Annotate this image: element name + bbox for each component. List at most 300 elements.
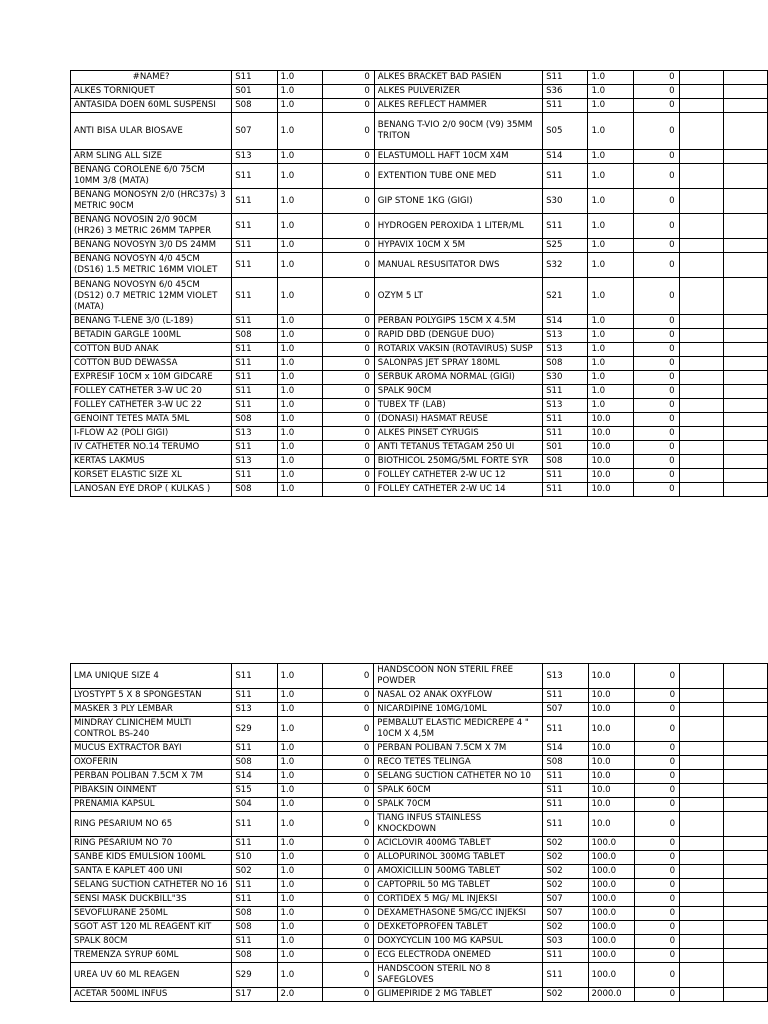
quantity-cell-2: 2000.0 [588, 988, 634, 1002]
item-name-cell-2: DEXKETOPROFEN TABLET [374, 921, 543, 935]
value-cell-2: 0 [633, 385, 679, 399]
value-cell: 0 [322, 988, 374, 1002]
item-name-cell-2: OZYM 5 LT [374, 278, 542, 315]
quantity-cell: 1.0 [277, 703, 322, 717]
blank-cell [723, 455, 767, 469]
value-cell: 0 [322, 329, 374, 343]
value-cell-2: 0 [633, 150, 679, 164]
blank-cell [679, 469, 723, 483]
code-cell-2: S13 [543, 664, 588, 689]
blank-cell [680, 851, 724, 865]
table-row [71, 278, 768, 315]
quantity-cell: 1.0 [277, 113, 322, 150]
blank-cell [679, 371, 723, 385]
code-cell-2: S11 [543, 214, 588, 239]
inventory-table-bottom [70, 663, 768, 1002]
value-cell-2: 0 [634, 784, 679, 798]
blank-cell [724, 689, 768, 703]
blank-cell [680, 689, 724, 703]
code-cell: S11 [232, 315, 277, 329]
quantity-cell: 1.0 [277, 413, 322, 427]
table-row [71, 784, 768, 798]
blank-cell [679, 329, 723, 343]
code-cell: S11 [232, 71, 277, 85]
table-row [71, 150, 768, 164]
blank-cell [680, 664, 724, 689]
quantity-cell-2: 10.0 [588, 798, 634, 812]
blank-cell [679, 357, 723, 371]
value-cell: 0 [322, 189, 374, 214]
quantity-cell: 1.0 [277, 851, 322, 865]
quantity-cell: 1.0 [277, 865, 322, 879]
value-cell: 0 [322, 399, 374, 413]
item-name-cell-2: PERBAN POLYGIPS 15CM X 4.5M [374, 315, 542, 329]
item-name-cell: GENOINT TETES MATA 5ML [71, 413, 232, 427]
item-name-cell: ACETAR 500ML INFUS [71, 988, 232, 1002]
item-name-cell: MINDRAY CLINICHEM MULTI CONTROL BS-240 [71, 717, 232, 742]
blank-cell [723, 278, 767, 315]
blank-cell [724, 756, 768, 770]
table-row [71, 455, 768, 469]
item-name-cell: PERBAN POLIBAN 7.5CM X 7M [71, 770, 232, 784]
blank-cell [724, 865, 768, 879]
value-cell-2: 0 [634, 798, 679, 812]
blank-cell [679, 278, 723, 315]
code-cell: S13 [232, 427, 277, 441]
blank-cell [680, 770, 724, 784]
item-name-cell: ANTASIDA DOEN 60ML SUSPENSI [71, 99, 232, 113]
value-cell-2: 0 [634, 893, 679, 907]
quantity-cell-2: 1.0 [588, 239, 634, 253]
blank-cell [723, 329, 767, 343]
quantity-cell-2: 1.0 [588, 150, 634, 164]
code-cell-2: S07 [543, 703, 588, 717]
item-name-cell-2: SALONPAS JET SPRAY 180ML [374, 357, 542, 371]
code-cell-2: S11 [543, 963, 588, 988]
quantity-cell-2: 10.0 [588, 469, 634, 483]
code-cell-2: S11 [543, 798, 588, 812]
code-cell-2: S07 [543, 893, 588, 907]
value-cell-2: 0 [634, 865, 679, 879]
value-cell: 0 [322, 963, 374, 988]
value-cell: 0 [322, 921, 374, 935]
item-name-cell: ALKES TORNIQUET [71, 85, 232, 99]
code-cell: S11 [232, 239, 277, 253]
blank-cell [723, 99, 767, 113]
blank-cell [679, 150, 723, 164]
item-name-cell: KORSET ELASTIC SIZE XL [71, 469, 232, 483]
quantity-cell: 1.0 [277, 921, 322, 935]
item-name-cell: BENANG NOVOSIN 2/0 90CM (HR26) 3 METRIC 26MM TAPPER [71, 214, 232, 239]
code-cell-2: S32 [543, 253, 588, 278]
code-cell: S11 [232, 357, 277, 371]
code-cell-2: S05 [543, 113, 588, 150]
blank-cell [680, 935, 724, 949]
quantity-cell: 2.0 [277, 988, 322, 1002]
blank-cell [724, 935, 768, 949]
value-cell-2: 0 [633, 357, 679, 371]
item-name-cell-2: HANDSCOON NON STERIL FREE POWDER [374, 664, 543, 689]
quantity-cell-2: 1.0 [588, 113, 634, 150]
blank-cell [723, 189, 767, 214]
table-row [71, 756, 768, 770]
blank-cell [680, 784, 724, 798]
blank-cell [723, 483, 767, 497]
blank-cell [679, 385, 723, 399]
item-name-cell: BENANG NOVOSYN 3/0 DS 24MM [71, 239, 232, 253]
item-name-cell-2: DOXYCYCLIN 100 MG KAPSUL [374, 935, 543, 949]
blank-cell [723, 441, 767, 455]
item-name-cell-2: ROTARIX VAKSIN (ROTAVIRUS) SUSP [374, 343, 542, 357]
item-name-cell: SEVOFLURANE 250ML [71, 907, 232, 921]
table-row [71, 921, 768, 935]
item-name-cell-2: ANTI TETANUS TETAGAM 250 UI [374, 441, 542, 455]
quantity-cell-2: 1.0 [588, 71, 634, 85]
item-name-cell: LMA UNIQUE SIZE 4 [71, 664, 232, 689]
quantity-cell-2: 100.0 [588, 949, 634, 963]
code-cell-2: S08 [543, 357, 588, 371]
value-cell: 0 [322, 164, 374, 189]
table-row [71, 812, 768, 837]
quantity-cell: 1.0 [277, 963, 322, 988]
value-cell-2: 0 [633, 214, 679, 239]
value-cell: 0 [322, 113, 374, 150]
quantity-cell-2: 1.0 [588, 371, 634, 385]
code-cell: S14 [232, 770, 277, 784]
item-name-cell-2: GIP STONE 1KG (GIGI) [374, 189, 542, 214]
code-cell: S08 [232, 99, 277, 113]
item-name-cell-2: ALKES BRACKET BAD PASIEN [374, 71, 542, 85]
quantity-cell: 1.0 [277, 664, 322, 689]
code-cell-2: S08 [543, 455, 588, 469]
blank-cell [724, 770, 768, 784]
value-cell-2: 0 [633, 85, 679, 99]
item-name-cell: OXOFERIN [71, 756, 232, 770]
value-cell-2: 0 [633, 278, 679, 315]
code-cell: S11 [232, 812, 277, 837]
value-cell: 0 [322, 315, 374, 329]
value-cell: 0 [322, 742, 374, 756]
quantity-cell: 1.0 [277, 689, 322, 703]
item-name-cell-2: ALKES REFLECT HAMMER [374, 99, 542, 113]
code-cell-2: S01 [543, 441, 588, 455]
item-name-cell: I-FLOW A2 (POLI GIGI) [71, 427, 232, 441]
value-cell: 0 [322, 756, 374, 770]
code-cell-2: S11 [543, 717, 588, 742]
blank-cell [680, 703, 724, 717]
code-cell: S08 [232, 907, 277, 921]
table-row [71, 949, 768, 963]
code-cell: S08 [232, 921, 277, 935]
blank-cell [723, 85, 767, 99]
item-name-cell-2: SPALK 70CM [374, 798, 543, 812]
table-row [71, 935, 768, 949]
quantity-cell: 1.0 [277, 812, 322, 837]
table-row [71, 113, 768, 150]
blank-cell [724, 963, 768, 988]
code-cell-2: S13 [543, 329, 588, 343]
code-cell-2: S11 [543, 427, 588, 441]
value-cell: 0 [322, 214, 374, 239]
table-row [71, 371, 768, 385]
quantity-cell: 1.0 [277, 893, 322, 907]
quantity-cell: 1.0 [277, 756, 322, 770]
code-cell-2: S36 [543, 85, 588, 99]
table-row [71, 865, 768, 879]
item-name-cell-2: FOLLEY CATHETER 2-W UC 14 [374, 483, 542, 497]
table-row [71, 703, 768, 717]
code-cell-2: S03 [543, 935, 588, 949]
blank-cell [680, 812, 724, 837]
blank-cell [679, 239, 723, 253]
quantity-cell-2: 10.0 [588, 812, 634, 837]
table-row [71, 988, 768, 1002]
blank-cell [724, 949, 768, 963]
quantity-cell-2: 1.0 [588, 278, 634, 315]
quantity-cell: 1.0 [277, 329, 322, 343]
table-row [71, 85, 768, 99]
code-cell: S11 [232, 214, 277, 239]
value-cell-2: 0 [634, 907, 679, 921]
value-cell-2: 0 [634, 689, 679, 703]
value-cell-2: 0 [633, 329, 679, 343]
code-cell: S02 [232, 865, 277, 879]
blank-cell [680, 988, 724, 1002]
value-cell: 0 [322, 441, 374, 455]
item-name-cell-2: BENANG T-VIO 2/0 90CM (V9) 35MM TRITON [374, 113, 542, 150]
value-cell: 0 [322, 935, 374, 949]
code-cell-2: S07 [543, 907, 588, 921]
item-name-cell-2: ACICLOVIR 400MG TABLET [374, 837, 543, 851]
item-name-cell-2: CORTIDEX 5 MG/ ML INJEKSI [374, 893, 543, 907]
code-cell: S11 [232, 278, 277, 315]
code-cell-2: S02 [543, 851, 588, 865]
value-cell: 0 [322, 703, 374, 717]
item-name-cell: ARM SLING ALL SIZE [71, 150, 232, 164]
value-cell: 0 [322, 907, 374, 921]
table-row [71, 214, 768, 239]
code-cell-2: S11 [543, 770, 588, 784]
item-name-cell-2: ELASTUMOLL HAFT 10CM X4M [374, 150, 542, 164]
item-name-cell: EXPRESIF 10CM x 10M GIDCARE [71, 371, 232, 385]
value-cell: 0 [322, 469, 374, 483]
quantity-cell: 1.0 [277, 879, 322, 893]
value-cell-2: 0 [633, 164, 679, 189]
item-name-cell-2: RECO TETES TELINGA [374, 756, 543, 770]
blank-cell [723, 385, 767, 399]
code-cell-2: S14 [543, 742, 588, 756]
item-name-cell: SANTA E KAPLET 400 UNI [71, 865, 232, 879]
code-cell: S15 [232, 784, 277, 798]
blank-cell [723, 469, 767, 483]
quantity-cell-2: 100.0 [588, 879, 634, 893]
quantity-cell-2: 1.0 [588, 399, 634, 413]
table-row [71, 963, 768, 988]
value-cell-2: 0 [633, 189, 679, 214]
blank-cell [723, 164, 767, 189]
value-cell: 0 [322, 278, 374, 315]
item-name-cell: IV CATHETER NO.14 TERUMO [71, 441, 232, 455]
blank-cell [724, 784, 768, 798]
quantity-cell: 1.0 [277, 907, 322, 921]
quantity-cell-2: 10.0 [588, 742, 634, 756]
blank-cell [680, 963, 724, 988]
quantity-cell: 1.0 [277, 483, 322, 497]
value-cell: 0 [322, 483, 374, 497]
value-cell-2: 0 [634, 717, 679, 742]
quantity-cell-2: 1.0 [588, 385, 634, 399]
quantity-cell: 1.0 [277, 385, 322, 399]
table-row [71, 879, 768, 893]
value-cell-2: 0 [633, 371, 679, 385]
blank-cell [679, 399, 723, 413]
code-cell-2: S08 [543, 756, 588, 770]
code-cell: S08 [232, 329, 277, 343]
code-cell-2: S11 [543, 469, 588, 483]
code-cell: S11 [232, 689, 277, 703]
value-cell: 0 [322, 371, 374, 385]
blank-cell [724, 703, 768, 717]
item-name-cell: SPALK 80CM [71, 935, 232, 949]
value-cell-2: 0 [634, 742, 679, 756]
code-cell-2: S30 [543, 371, 588, 385]
item-name-cell-2: SPALK 60CM [374, 784, 543, 798]
quantity-cell: 1.0 [277, 784, 322, 798]
quantity-cell: 1.0 [277, 85, 322, 99]
item-name-cell-2: TIANG INFUS STAINLESS KNOCKDOWN [374, 812, 543, 837]
quantity-cell: 1.0 [277, 798, 322, 812]
value-cell: 0 [322, 85, 374, 99]
quantity-cell: 1.0 [277, 253, 322, 278]
quantity-cell: 1.0 [277, 99, 322, 113]
code-cell-2: S02 [543, 921, 588, 935]
blank-cell [680, 879, 724, 893]
blank-cell [724, 812, 768, 837]
value-cell-2: 0 [634, 770, 679, 784]
table-row [71, 469, 768, 483]
item-name-cell: RING PESARIUM NO 65 [71, 812, 232, 837]
quantity-cell: 1.0 [277, 315, 322, 329]
item-name-cell: LYOSTYPT 5 X 8 SPONGESTAN [71, 689, 232, 703]
quantity-cell: 1.0 [277, 455, 322, 469]
value-cell: 0 [322, 949, 374, 963]
blank-cell [723, 253, 767, 278]
table-row [71, 164, 768, 189]
code-cell-2: S11 [543, 71, 588, 85]
code-cell-2: S11 [543, 812, 588, 837]
value-cell-2: 0 [634, 664, 679, 689]
item-name-cell: BENANG T-LENE 3/0 (L-189) [71, 315, 232, 329]
item-name-cell-2: SELANG SUCTION CATHETER NO 10 [374, 770, 543, 784]
item-name-cell: UREA UV 60 ML REAGEN [71, 963, 232, 988]
code-cell: S11 [232, 935, 277, 949]
blank-cell [723, 357, 767, 371]
blank-cell [723, 150, 767, 164]
code-cell: S07 [232, 113, 277, 150]
quantity-cell: 1.0 [277, 770, 322, 784]
quantity-cell: 1.0 [277, 742, 322, 756]
code-cell: S04 [232, 798, 277, 812]
item-name-cell: BENANG NOVOSYN 6/0 45CM (DS12) 0.7 METRIC 12MM VIOLET (MATA) [71, 278, 232, 315]
code-cell: S29 [232, 717, 277, 742]
quantity-cell: 1.0 [277, 357, 322, 371]
table-row [71, 189, 768, 214]
blank-cell [723, 413, 767, 427]
quantity-cell-2: 1.0 [588, 253, 634, 278]
code-cell: S13 [232, 703, 277, 717]
blank-cell [724, 798, 768, 812]
item-name-cell-2: CAPTOPRIL 50 MG TABLET [374, 879, 543, 893]
code-cell: S11 [232, 385, 277, 399]
value-cell: 0 [322, 455, 374, 469]
value-cell: 0 [322, 239, 374, 253]
table-row [71, 689, 768, 703]
item-name-cell: COTTON BUD DEWASSA [71, 357, 232, 371]
quantity-cell-2: 100.0 [588, 963, 634, 988]
blank-cell [679, 99, 723, 113]
quantity-cell-2: 10.0 [588, 689, 634, 703]
blank-cell [679, 71, 723, 85]
value-cell-2: 0 [634, 921, 679, 935]
item-name-cell: PIBAKSIN OINMENT [71, 784, 232, 798]
quantity-cell: 1.0 [277, 427, 322, 441]
quantity-cell: 1.0 [277, 717, 322, 742]
blank-cell [679, 253, 723, 278]
table-row [71, 742, 768, 756]
value-cell-2: 0 [633, 253, 679, 278]
item-name-cell-2: SERBUK AROMA NORMAL (GIGI) [374, 371, 542, 385]
table-row [71, 357, 768, 371]
code-cell: S11 [232, 742, 277, 756]
quantity-cell: 1.0 [277, 371, 322, 385]
value-cell: 0 [322, 689, 374, 703]
item-name-cell-2: HANDSCOON STERIL NO 8 SAFEGLOVES [374, 963, 543, 988]
code-cell: S11 [232, 469, 277, 483]
code-cell: S08 [232, 949, 277, 963]
item-name-cell: LANOSAN EYE DROP ( KULKAS ) [71, 483, 232, 497]
table-row [71, 427, 768, 441]
quantity-cell-2: 100.0 [588, 851, 634, 865]
quantity-cell-2: 10.0 [588, 413, 634, 427]
value-cell: 0 [322, 253, 374, 278]
item-name-cell-2: ALKES PULVERIZER [374, 85, 542, 99]
blank-cell [724, 988, 768, 1002]
value-cell-2: 0 [634, 812, 679, 837]
quantity-cell: 1.0 [277, 214, 322, 239]
item-name-cell: BENANG NOVOSYN 4/0 45CM (DS16) 1.5 METRIC 16MM VIOLET [71, 253, 232, 278]
value-cell-2: 0 [634, 963, 679, 988]
item-name-cell: TREMENZA SYRUP 60ML [71, 949, 232, 963]
code-cell: S11 [232, 837, 277, 851]
blank-cell [723, 214, 767, 239]
value-cell: 0 [322, 893, 374, 907]
quantity-cell-2: 100.0 [588, 921, 634, 935]
item-name-cell-2: TUBEX TF (LAB) [374, 399, 542, 413]
blank-cell [723, 113, 767, 150]
blank-cell [679, 85, 723, 99]
quantity-cell: 1.0 [277, 164, 322, 189]
blank-cell [724, 879, 768, 893]
quantity-cell: 1.0 [277, 949, 322, 963]
value-cell-2: 0 [633, 239, 679, 253]
table-row [71, 385, 768, 399]
code-cell-2: S02 [543, 865, 588, 879]
quantity-cell-2: 100.0 [588, 893, 634, 907]
code-cell: S11 [232, 164, 277, 189]
value-cell-2: 0 [634, 988, 679, 1002]
value-cell: 0 [322, 784, 374, 798]
blank-cell [680, 717, 724, 742]
